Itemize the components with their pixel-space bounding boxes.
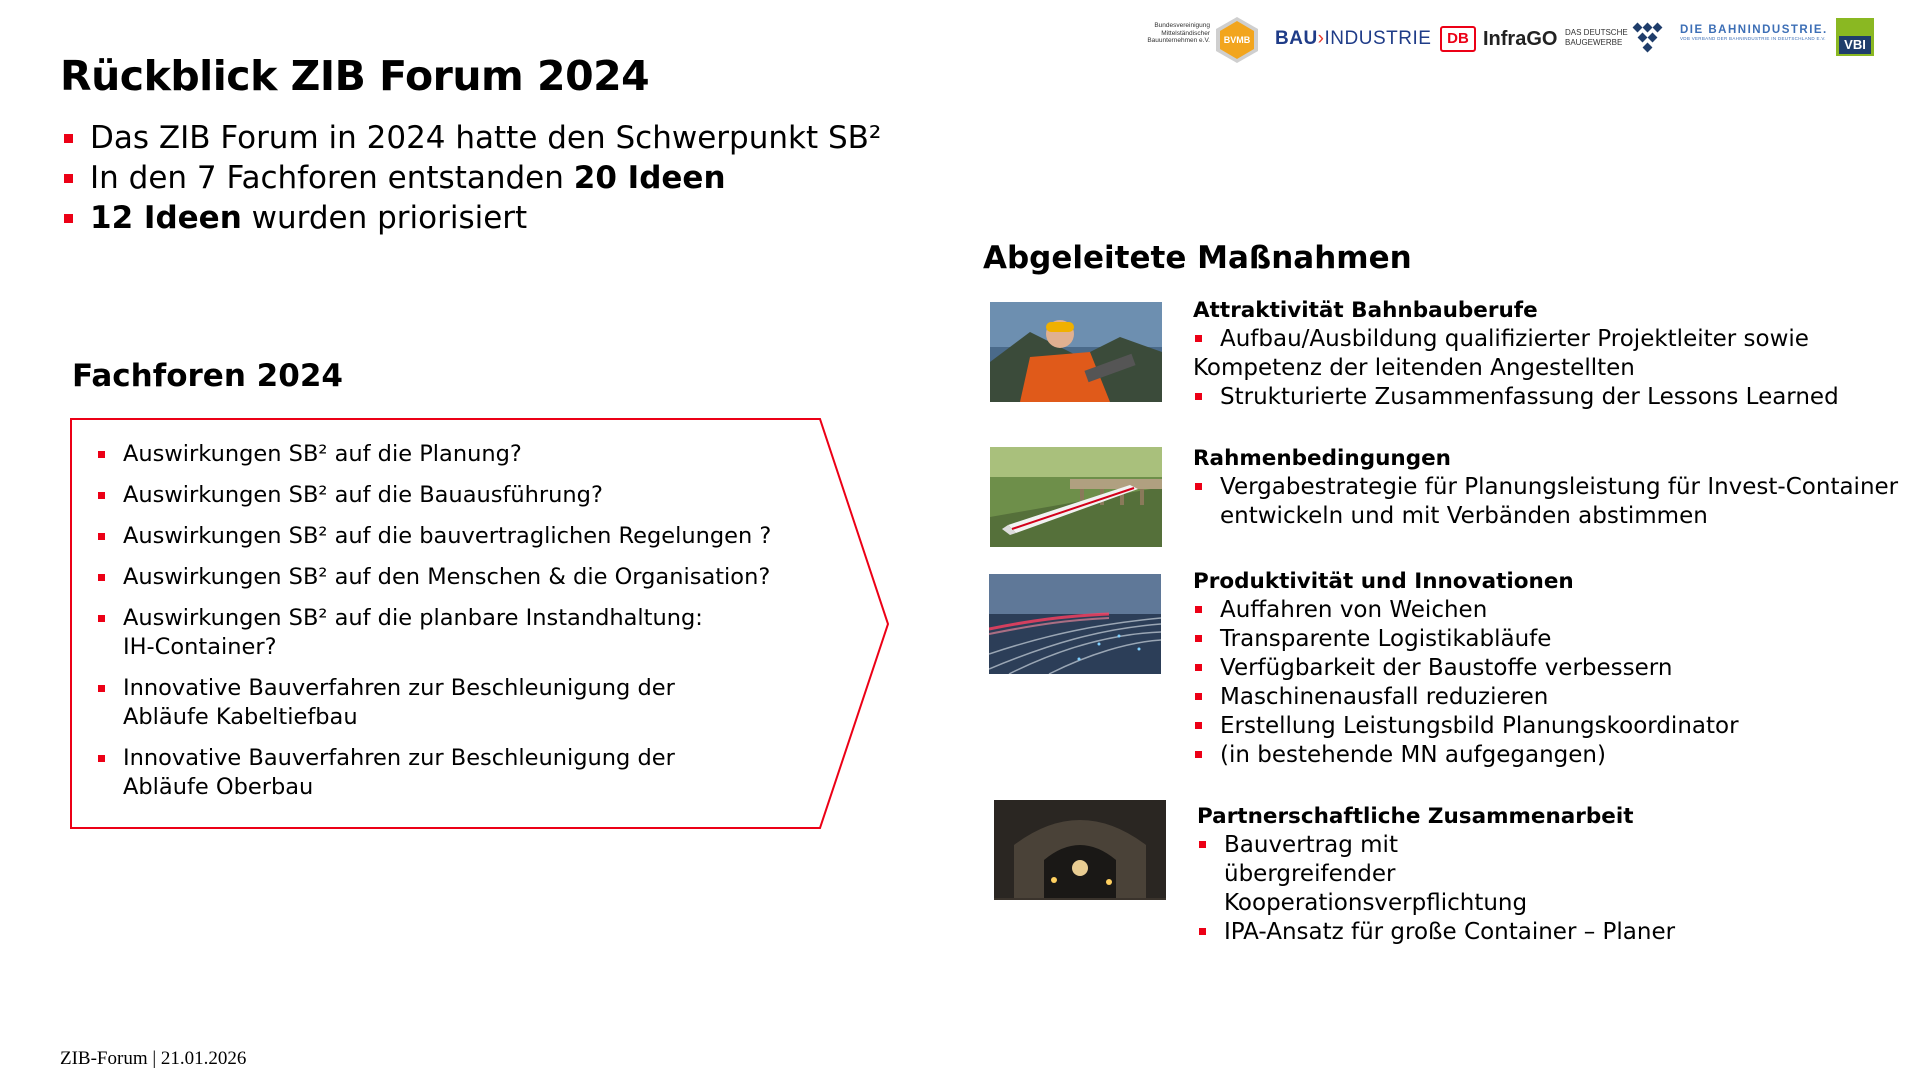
bvmb-badge-icon <box>1214 16 1260 64</box>
bauindustrie-logo: BAU›INDUSTRIE <box>1275 28 1432 49</box>
massnahme-title: Rahmenbedingungen <box>1193 446 1451 471</box>
fachforen-item: Auswirkungen SB² auf den Menschen & die Organisation? <box>98 563 778 592</box>
bvmb-badge-label: BVMB <box>1223 35 1251 45</box>
tunnel-photo <box>994 800 1166 900</box>
massnahme-title: Attraktivität Bahnbauberufe <box>1193 298 1538 323</box>
massnahme-item: Aufbau/Ausbildung qualifizierter Projektleiter sowie Kompetenz der leitenden Angestellten <box>1193 325 1913 383</box>
massnahme-title: Produktivität und Innovationen <box>1193 569 1574 594</box>
infrago-logo: InfraGO <box>1483 28 1558 50</box>
massnahme-block <box>1193 296 1913 412</box>
massnahme-item: Bauvertrag mit übergreifender Kooperationsverpflichtung <box>1197 831 1557 918</box>
fachforen-item: Auswirkungen SB² auf die bauvertraglichen Regelungen ? <box>98 522 778 551</box>
train-photo <box>990 447 1162 547</box>
intro-list <box>62 118 881 238</box>
baugewerbe-logo-text: DAS DEUTSCHE BAUGEWERBE <box>1565 28 1628 47</box>
massnahme-item: Strukturierte Zusammenfassung der Lessons Learned <box>1193 383 1913 412</box>
footer: ZIB-Forum | 21.01.2026 <box>60 1048 247 1069</box>
bvmb-logo-text: Bundesvereinigung Mittelständischer Bauunternehmen e.V. <box>1147 22 1210 44</box>
bahnindustrie-logo: DIE BAHNINDUSTRIE. VDB VERBAND DER BAHNINDUSTRIE IN DEUTSCHLAND E.V. <box>1680 24 1828 41</box>
tracks-photo <box>989 574 1161 674</box>
massnahme-item: Erstellung Leistungsbild Planungskoordinator <box>1193 712 1913 741</box>
fachforen-item: Innovative Bauverfahren zur Beschleunigung der Abläufe Kabeltiefbau <box>98 674 758 732</box>
massnahmen-heading: Abgeleitete Maßnahmen <box>983 240 1412 276</box>
vbi-logo: VBI <box>1836 18 1874 56</box>
fachforen-item: Innovative Bauverfahren zur Beschleunigung der Abläufe Oberbau <box>98 744 758 802</box>
massnahme-item: IPA-Ansatz für große Container – Planer <box>1197 918 1917 947</box>
fachforen-item: Auswirkungen SB² auf die Planung? <box>98 440 778 469</box>
massnahme-item: Auffahren von Weichen <box>1193 596 1913 625</box>
worker-photo <box>990 302 1162 402</box>
page-title: Rückblick ZIB Forum 2024 <box>60 52 650 100</box>
massnahme-block <box>1193 567 1913 770</box>
massnahme-block <box>1193 444 1913 531</box>
baugewerbe-icon <box>1632 22 1666 54</box>
fachforen-item: Auswirkungen SB² auf die Bauausführung? <box>98 481 778 510</box>
intro-item: Das ZIB Forum in 2024 hatte den Schwerpunkt SB² <box>62 118 881 158</box>
massnahme-item: Vergabestrategie für Planungsleistung für Invest-Container entwickeln und mit Verbänden abstimmen <box>1193 473 1913 531</box>
massnahme-item: Verfügbarkeit der Baustoffe verbessern <box>1193 654 1913 683</box>
massnahme-block <box>1197 802 1917 947</box>
massnahme-item: Transparente Logistikabläufe <box>1193 625 1913 654</box>
fachforen-list <box>98 440 778 814</box>
intro-item: 12 Ideen wurden priorisiert <box>62 198 881 238</box>
db-logo: DB <box>1440 26 1476 52</box>
massnahme-title: Partnerschaftliche Zusammenarbeit <box>1197 804 1634 829</box>
massnahme-item: (in bestehende MN aufgegangen) <box>1193 741 1913 770</box>
partner-logos <box>1140 16 1875 62</box>
intro-item: In den 7 Fachforen entstanden 20 Ideen <box>62 158 881 198</box>
massnahme-item: Maschinenausfall reduzieren <box>1193 683 1913 712</box>
fachforen-heading: Fachforen 2024 <box>72 358 343 394</box>
fachforen-item: Auswirkungen SB² auf die planbare Instandhaltung: IH-Container? <box>98 604 738 662</box>
